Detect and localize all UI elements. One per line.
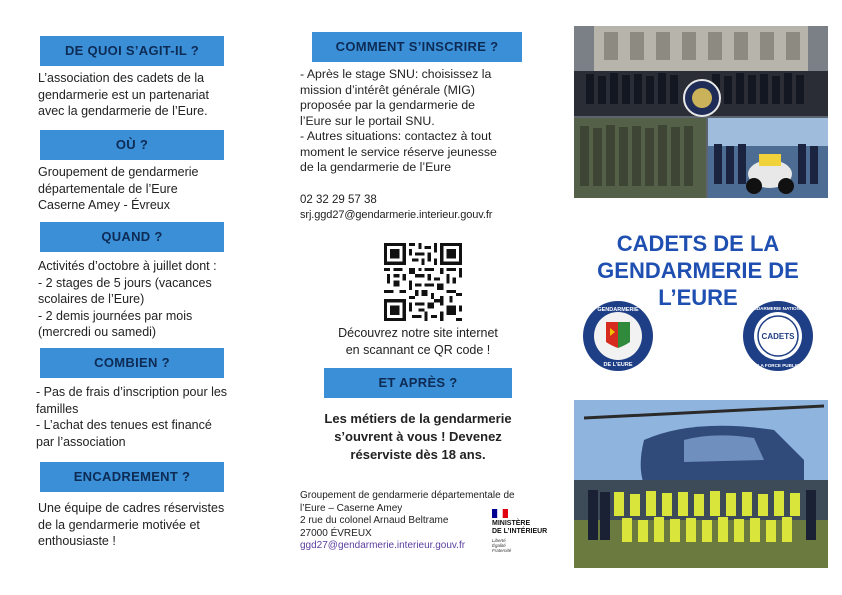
section-heading-where: OÙ ? [40,130,224,160]
contact-phone: 02 32 29 57 38 [300,194,377,206]
after-body: Les métiers de la gendarmerie s’ouvrent à vous ! Devenez réserviste dès 18 ans. [324,411,512,462]
seal-left-label: GENDARMERIE [597,307,639,313]
cadets-photo-collage [574,26,828,198]
section-body-where: Groupement de gendarmerie départementale de l’Eure Caserne Amey - Évreux [38,165,199,212]
section-body-what: L’association des cadets de la gendarmerie est un partenariat avec la gendarmerie de l’Eure. [38,71,209,118]
contact-email[interactable]: srj.ggd27@gendarmerie.interieur.gouv.fr [300,209,493,221]
brochure-title: CADETS DE LA GENDARMERIE DE L’EURE [597,231,799,310]
gendarmerie-eure-seal [582,300,654,372]
svg-text:DE L’EURE: DE L’EURE [603,362,633,368]
section-body-when: Activités d’octobre à juillet dont : - 2 stages de 5 jours (vacances scolaires de l’Eure) - 2 demis journées par mois (mercredi ou samedi) [38,259,217,339]
right-panel [554,0,842,595]
marianne-flag-icon [492,509,508,518]
cadets-seal [742,300,814,372]
section-heading-what: DE QUOI S’AGIT-IL ? [40,36,224,66]
section-body-cost: - Pas de frais d’inscription pour les familles - L’achat des tenues est financé par l’association [36,385,228,449]
seal-right-label: CADETS [761,332,795,341]
section-body-staff: Une équipe de cadres réservistes de la gendarmerie motivée et enthousiaste ! [38,501,225,548]
section-heading-register: COMMENT S’INSCRIRE ? [312,32,522,62]
middle-panel [282,0,554,595]
qr-caption: Découvrez notre site internet en scannant ce QR code ! [338,326,498,357]
footer-email[interactable]: ggd27@gendarmerie.interieur.gouv.fr [300,540,466,551]
ministry-logo: MINISTÈRE DE L’INTÉRIEUR Liberté Égalité Fraternité [492,509,552,559]
register-body: - Après le stage SNU: choisissez la mission d’intérêt générale (MIG) proposée par la gendarmerie de l’Eure sur le portail SNU. - Autres situations: contactez à tout moment le service réserve jeunesse de la gendarmerie de l’Eure [300,67,497,174]
left-panel [0,0,282,595]
svg-text:GENDARMERIE NATIONALE: GENDARMERIE NATIONALE [746,306,810,311]
section-heading-when: QUAND ? [40,222,224,252]
svg-text:DE LA FORCE PUBLIQUE: DE LA FORCE PUBLIQUE [750,363,806,368]
section-heading-cost: COMBIEN ? [40,348,224,378]
address-block: Groupement de gendarmerie départementale de l’Eure – Caserne Amey 2 rue du colonel Arnaud Beltrame 27000 ÉVREUX ggd27@gendarmerie.interieur.gouv.fr [300,490,550,553]
helicopter-group-photo [574,400,828,568]
qr-code[interactable] [384,243,462,321]
section-heading-after: ET APRÈS ? [324,368,512,398]
section-heading-staff: ENCADREMENT ? [40,462,224,492]
